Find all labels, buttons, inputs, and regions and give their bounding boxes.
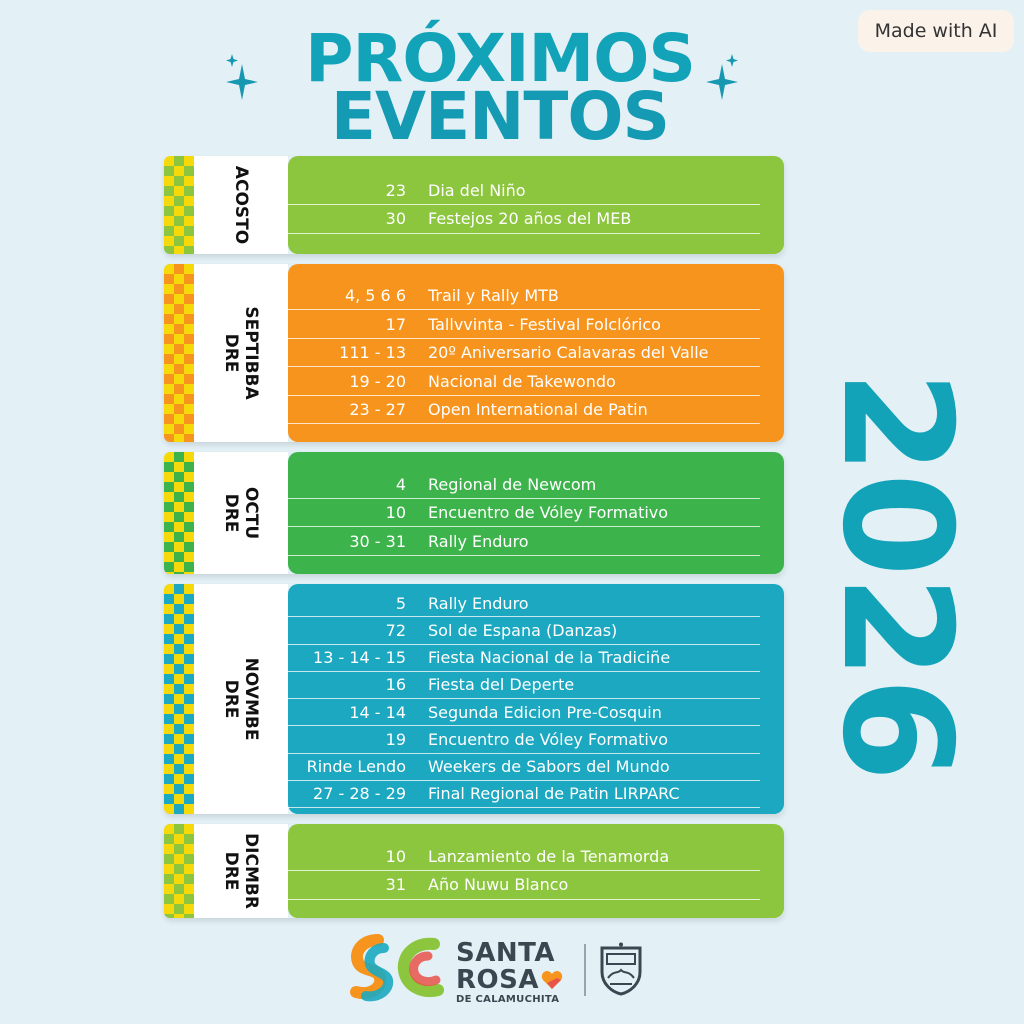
event-date: 19 - 20 <box>349 371 406 391</box>
month-block <box>164 584 784 814</box>
event-date: 27 - 28 - 29 <box>313 784 406 804</box>
event-row <box>288 645 760 672</box>
santa-rosa-logo-icon <box>348 934 444 1004</box>
month-events-panel <box>288 584 784 814</box>
brand-name <box>456 940 563 1006</box>
month-label-panel <box>194 264 288 442</box>
event-date: 111 - 13 <box>339 343 406 362</box>
made-with-ai-badge: Made with AI <box>858 10 1014 52</box>
month-events-panel <box>288 824 784 918</box>
month-block <box>164 156 784 254</box>
event-name: Regional de Newcom <box>428 474 597 494</box>
month-label-panel <box>194 824 288 918</box>
month-events-panel <box>288 264 784 442</box>
event-date: 10 <box>385 846 406 866</box>
month-events-panel <box>288 156 784 254</box>
month-block <box>164 264 784 442</box>
heart-icon <box>541 970 563 990</box>
event-date: 72 <box>385 620 406 640</box>
event-date: 4, 5 6 6 <box>344 286 406 305</box>
month-label: OCTU DRE <box>221 486 261 540</box>
month-label-panel <box>194 156 288 254</box>
event-name: Encuentro de Vóley Formativo <box>428 729 669 749</box>
event-date: 30 <box>385 209 406 229</box>
event-row <box>288 205 760 234</box>
event-date: 17 <box>385 314 406 334</box>
event-name: Trail y Rally MTB <box>428 286 559 305</box>
event-name: Lanzamiento de la Tenamorda <box>428 846 670 866</box>
event-name: Segunda Edicion Pre-Cosquin <box>428 702 662 722</box>
month-label-panel <box>194 452 288 574</box>
month-pattern-strip <box>164 452 194 574</box>
brand-divider <box>584 944 586 996</box>
event-name: Nacional de Takewondo <box>428 371 616 391</box>
brand-line-2: ROSA <box>456 967 563 994</box>
event-name: Rally Enduro <box>428 593 529 613</box>
event-name: Tallvvinta - Festival Folclórico <box>428 314 661 334</box>
month-label: ACOSTO <box>231 165 251 245</box>
event-name: Fiesta Nacional de la Tradiciñe <box>428 648 671 668</box>
event-name: Fiesta del Deperte <box>428 675 575 695</box>
event-name: Año Nuwu Blanco <box>428 875 569 895</box>
event-row <box>288 672 760 699</box>
event-name: Rally Enduro <box>428 531 529 551</box>
event-row <box>288 527 760 556</box>
event-row <box>288 843 760 872</box>
event-row <box>288 499 760 528</box>
municipal-crest-icon <box>598 942 644 996</box>
event-date: 30 - 31 <box>349 531 406 551</box>
event-name: Encuentro de Vóley Formativo <box>428 503 669 522</box>
month-label: SEPTIBBA DRE <box>221 306 261 400</box>
event-date: 10 <box>385 503 406 522</box>
event-row <box>288 367 760 396</box>
event-row <box>288 282 760 311</box>
event-name: Final Regional de Patin LIRPARC <box>428 784 680 804</box>
event-date: 23 <box>385 180 406 200</box>
brand-line-3: DE CALAMUCHITA <box>456 994 560 1005</box>
month-pattern-strip <box>164 156 194 254</box>
month-pattern-strip <box>164 264 194 442</box>
event-row <box>288 617 760 644</box>
year-vertical: 2026 <box>809 370 983 780</box>
event-date: 23 - 27 <box>349 400 406 419</box>
event-row <box>288 396 760 425</box>
event-date: 16 <box>385 675 406 695</box>
event-row <box>288 177 760 206</box>
event-row <box>288 470 760 499</box>
event-date: 4 <box>395 474 406 494</box>
event-row <box>288 754 760 781</box>
title-line-1: PRÓXIMOS <box>305 20 695 97</box>
event-date: Rinde Lendo <box>306 757 406 777</box>
event-name: Sol de Espana (Danzas) <box>428 620 618 640</box>
event-date: 13 - 14 - 15 <box>313 648 406 668</box>
event-name: Festejos 20 años del MEB <box>428 209 632 229</box>
title-line-2: EVENTOS <box>330 78 670 155</box>
event-name: Weekers de Sabors del Mundo <box>428 757 670 777</box>
month-label: DICMBR DRE <box>221 833 261 909</box>
month-pattern-strip <box>164 584 194 814</box>
month-events-panel <box>288 452 784 574</box>
event-date: 31 <box>385 875 406 895</box>
event-row <box>288 871 760 900</box>
month-block <box>164 452 784 574</box>
event-name: Open International de Patin <box>428 400 648 419</box>
event-date: 5 <box>395 593 406 613</box>
event-name: 20º Aniversario Calavaras del Valle <box>428 343 709 362</box>
event-row <box>288 699 760 726</box>
event-row <box>288 726 760 753</box>
event-row <box>288 310 760 339</box>
event-row <box>288 781 760 808</box>
event-date: 19 <box>385 729 406 749</box>
month-label: NOVMBE DRE <box>221 657 261 741</box>
event-date: 14 - 14 <box>349 702 406 722</box>
brand-line-1: SANTA <box>456 938 555 968</box>
month-pattern-strip <box>164 824 194 918</box>
event-name: Dia del Niño <box>428 180 526 200</box>
month-label-panel <box>194 584 288 814</box>
event-row <box>288 339 760 368</box>
month-block <box>164 824 784 918</box>
event-row <box>288 590 760 617</box>
